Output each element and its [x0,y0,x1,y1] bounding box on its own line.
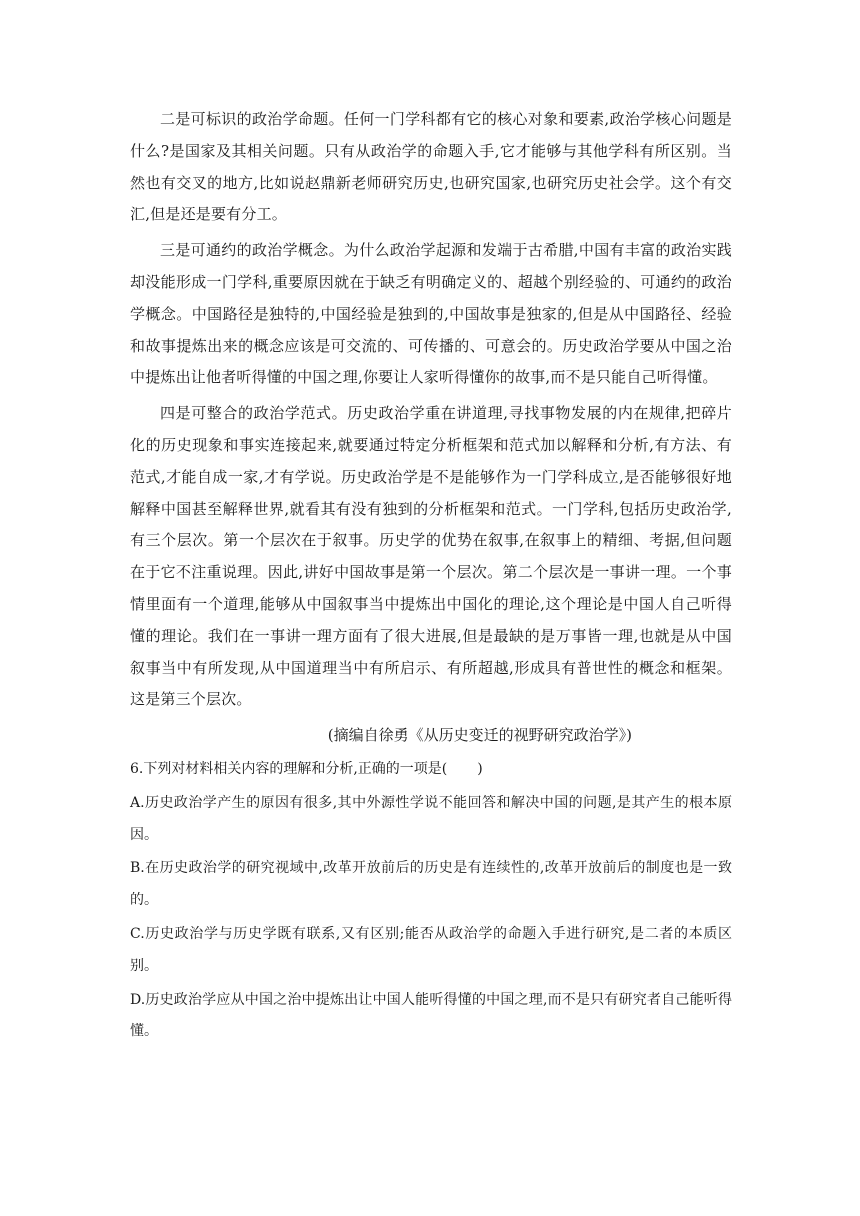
question-stem-close: ) [477,760,483,777]
passage-paragraph-4: 四是可整合的政治学范式。历史政治学重在讲道理,寻找事物发展的内在规律,把碎片化的历史现象和事实连接起来,就要通过特定分析框架和范式加以解释和分析,有方法、有范式,才能自成一家,才有学说。历史政治学是不是能够作为一门学科成立,是否能够很好地解释中国甚至解释世界,就看其有没有独到的分析框架和范式。一门学科,包括历史政治学,有三个层次。第一个层次在于叙事。历史学的优势在叙事,在叙事上的精细、考据,但问题在于它不注重说理。因此,讲好中国故事是第一个层次。第二个层次是一事讲一理。一个事情里面有一个道理,能够从中国叙事当中提炼出中国化的理论,这个理论是中国人自己听得懂的理论。我们在一事讲一理方面有了很大进展,但是最缺的是万事皆一理,也就是从中国叙事当中有所发现,从中国道理当中有所启示、有所超越,形成具有普世性的概念和框架。这是第三个层次。 [130,404,732,709]
document-page [130,104,732,1048]
option-c: C.历史政治学与历史学既有联系,又有区别;能否从政治学的命题入手进行研究,是二者的本质区别。 [130,925,732,974]
option-b: B.在历史政治学的研究视域中,改革开放前后的历史是有连续性的,改革开放前后的制度也是一致的。 [130,860,732,909]
option-a: A.历史政治学产生的原因有很多,其中外源性学说不能回答和解决中国的问题,是其产生的根本原因。 [130,794,732,843]
passage-paragraph-3: 三是可通约的政治学概念。为什么政治学起源和发端于古希腊,中国有丰富的政治实践却没能形成一门学科,重要原因就在于缺乏有明确定义的、超越个别经验的、可通约的政治学概念。中国路径是独特的,中国经验是独到的,中国故事是独家的,但是从中国路径、经验和故事提炼出来的概念应该是可交流的、可传播的、可意会的。历史政治学要从中国之治中提炼出让他者听得懂的中国之理,你要让人家听得懂你的故事,而不是只能自己听得懂。 [130,241,732,387]
option-d: D.历史政治学应从中国之治中提炼出让中国人能听得懂的中国之理,而不是只有研究者自己能听得懂。 [130,991,732,1040]
source-citation: (摘编自徐勇《从历史变迁的视野研究政治学》) [327,726,632,745]
question-stem [130,754,732,786]
question-stem-text: 6.下列对材料相关内容的理解和分析,正确的一项是( [130,760,448,777]
passage-paragraph-2: 二是可标识的政治学命题。任何一门学科都有它的核心对象和要素,政治学核心问题是什么?是国家及其相关问题。只有从政治学的命题入手,它才能够与其他学科有所区别。当然也有交叉的地方,比如说赵鼎新老师研究历史,也研究国家,也研究历史社会学。这个有交汇,但是还是要有分工。 [130,110,732,224]
